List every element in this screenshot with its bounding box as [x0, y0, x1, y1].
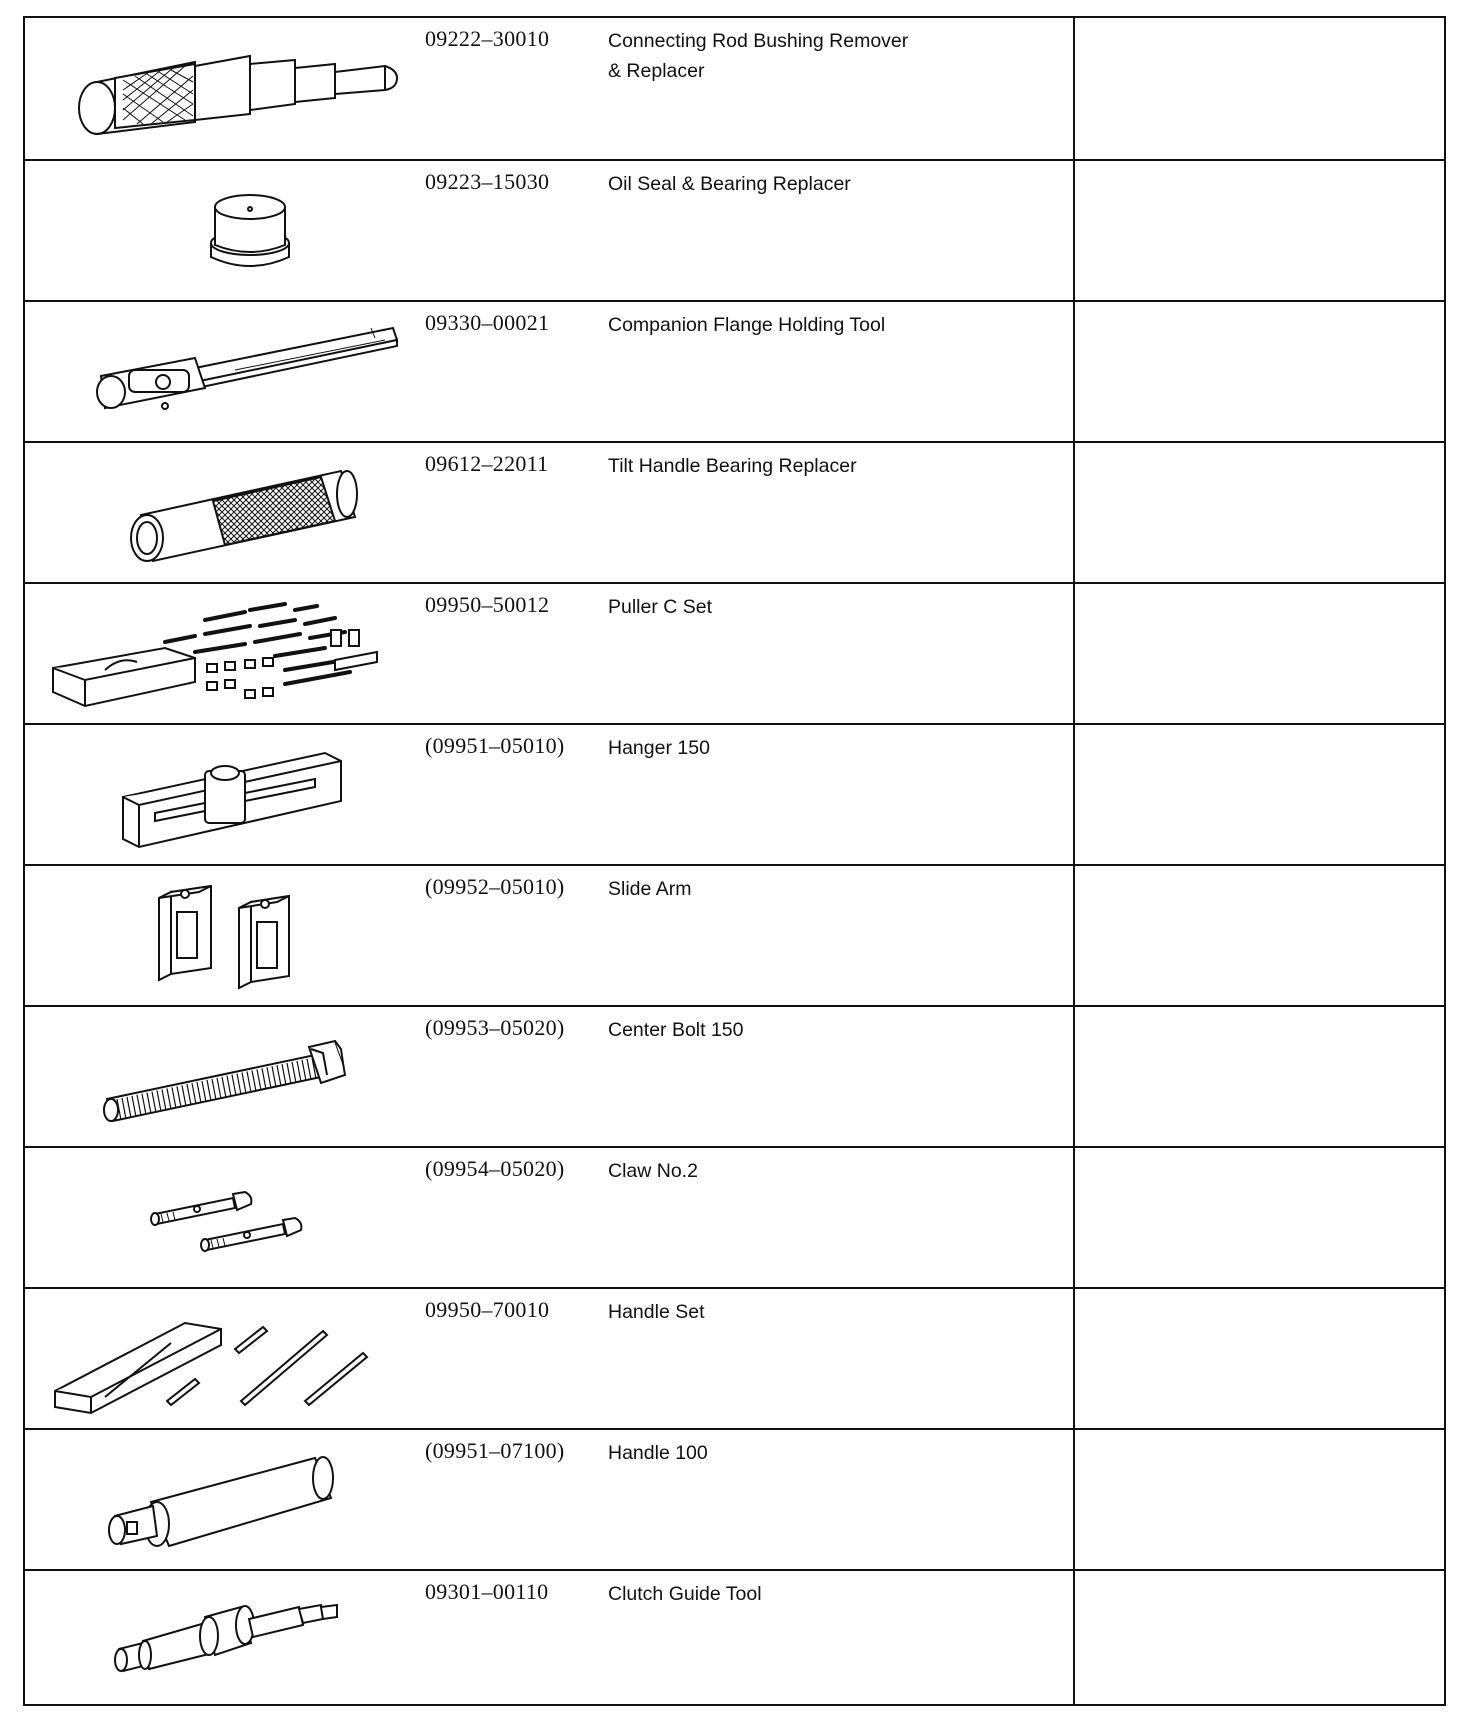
tool-name [608, 451, 1058, 481]
part-number: 09950–70010 [425, 1297, 550, 1322]
notes-cell [1075, 1430, 1444, 1569]
tool-name [608, 1438, 1058, 1468]
tool-name [608, 1297, 1058, 1327]
table-row [25, 1428, 1444, 1569]
tool-name [608, 1015, 1058, 1045]
table-row [25, 1569, 1444, 1706]
notes-cell [1075, 1148, 1444, 1287]
part-number: 09301–00110 [425, 1579, 549, 1604]
notes-cell [1075, 302, 1444, 441]
tool-name [608, 733, 1058, 763]
tool-name-line1: Tilt Handle Bearing Replacer [608, 455, 857, 477]
tool-name-line1: Handle 100 [608, 1442, 708, 1464]
tool-name [608, 1156, 1058, 1186]
part-number: (09954–05020) [425, 1156, 565, 1181]
puller-set-drawing [45, 590, 425, 718]
tool-name-line2: & Replacer [608, 60, 705, 82]
table-row [25, 18, 1444, 159]
table-row [25, 582, 1444, 723]
notes-cell [1075, 584, 1444, 723]
tool-name [608, 26, 1058, 86]
table-row [25, 159, 1444, 300]
tool-name-line1: Companion Flange Holding Tool [608, 314, 886, 336]
table-row [25, 1287, 1444, 1428]
notes-cell [1075, 1289, 1444, 1428]
claw-drawing [45, 1154, 425, 1282]
tool-name-line1: Slide Arm [608, 878, 692, 900]
notes-cell [1075, 1007, 1444, 1146]
tool-name-line1: Clutch Guide Tool [608, 1583, 762, 1605]
sst-table [23, 16, 1446, 1706]
tool-name-line1: Center Bolt 150 [608, 1019, 744, 1041]
table-row [25, 723, 1444, 864]
tool-name-line1: Oil Seal & Bearing Replacer [608, 173, 851, 195]
tool-name-line1: Connecting Rod Bushing Remover [608, 30, 909, 52]
notes-cell [1075, 18, 1444, 159]
notes-cell [1075, 443, 1444, 582]
part-number: 09223–15030 [425, 169, 550, 194]
tool-name [608, 874, 1058, 904]
slide-arm-drawing [45, 872, 425, 1000]
tool-name [608, 1579, 1058, 1609]
tool-name [608, 592, 1058, 622]
notes-cell [1075, 161, 1444, 300]
tool-name-line1: Claw No.2 [608, 1160, 698, 1182]
tool-name [608, 310, 1058, 340]
part-number: (09951–07100) [425, 1438, 565, 1463]
handle-set-drawing [45, 1295, 425, 1423]
bushing-remover-drawing [45, 24, 425, 152]
tool-name [608, 169, 1058, 199]
notes-cell [1075, 866, 1444, 1005]
flange-holding-tool-drawing [45, 308, 425, 436]
part-number: 09950–50012 [425, 592, 550, 617]
handle-drawing [45, 1436, 425, 1564]
tool-name-line1: Hanger 150 [608, 737, 710, 759]
notes-cell [1075, 1571, 1444, 1706]
bearing-replacer-drawing [45, 449, 425, 577]
tool-name-line1: Puller C Set [608, 596, 713, 618]
oil-seal-replacer-drawing [45, 167, 425, 295]
part-number: (09951–05010) [425, 733, 565, 758]
notes-cell [1075, 725, 1444, 864]
hanger-drawing [45, 731, 425, 859]
clutch-guide-drawing [45, 1577, 425, 1705]
table-row [25, 1146, 1444, 1287]
part-number: 09612–22011 [425, 451, 549, 476]
table-row [25, 441, 1444, 582]
part-number: (09952–05010) [425, 874, 565, 899]
part-number: (09953–05020) [425, 1015, 565, 1040]
part-number: 09222–30010 [425, 26, 550, 51]
table-row [25, 300, 1444, 441]
tool-name-line1: Handle Set [608, 1301, 705, 1323]
table-row [25, 1005, 1444, 1146]
part-number: 09330–00021 [425, 310, 550, 335]
center-bolt-drawing [45, 1013, 425, 1141]
table-row [25, 864, 1444, 1005]
